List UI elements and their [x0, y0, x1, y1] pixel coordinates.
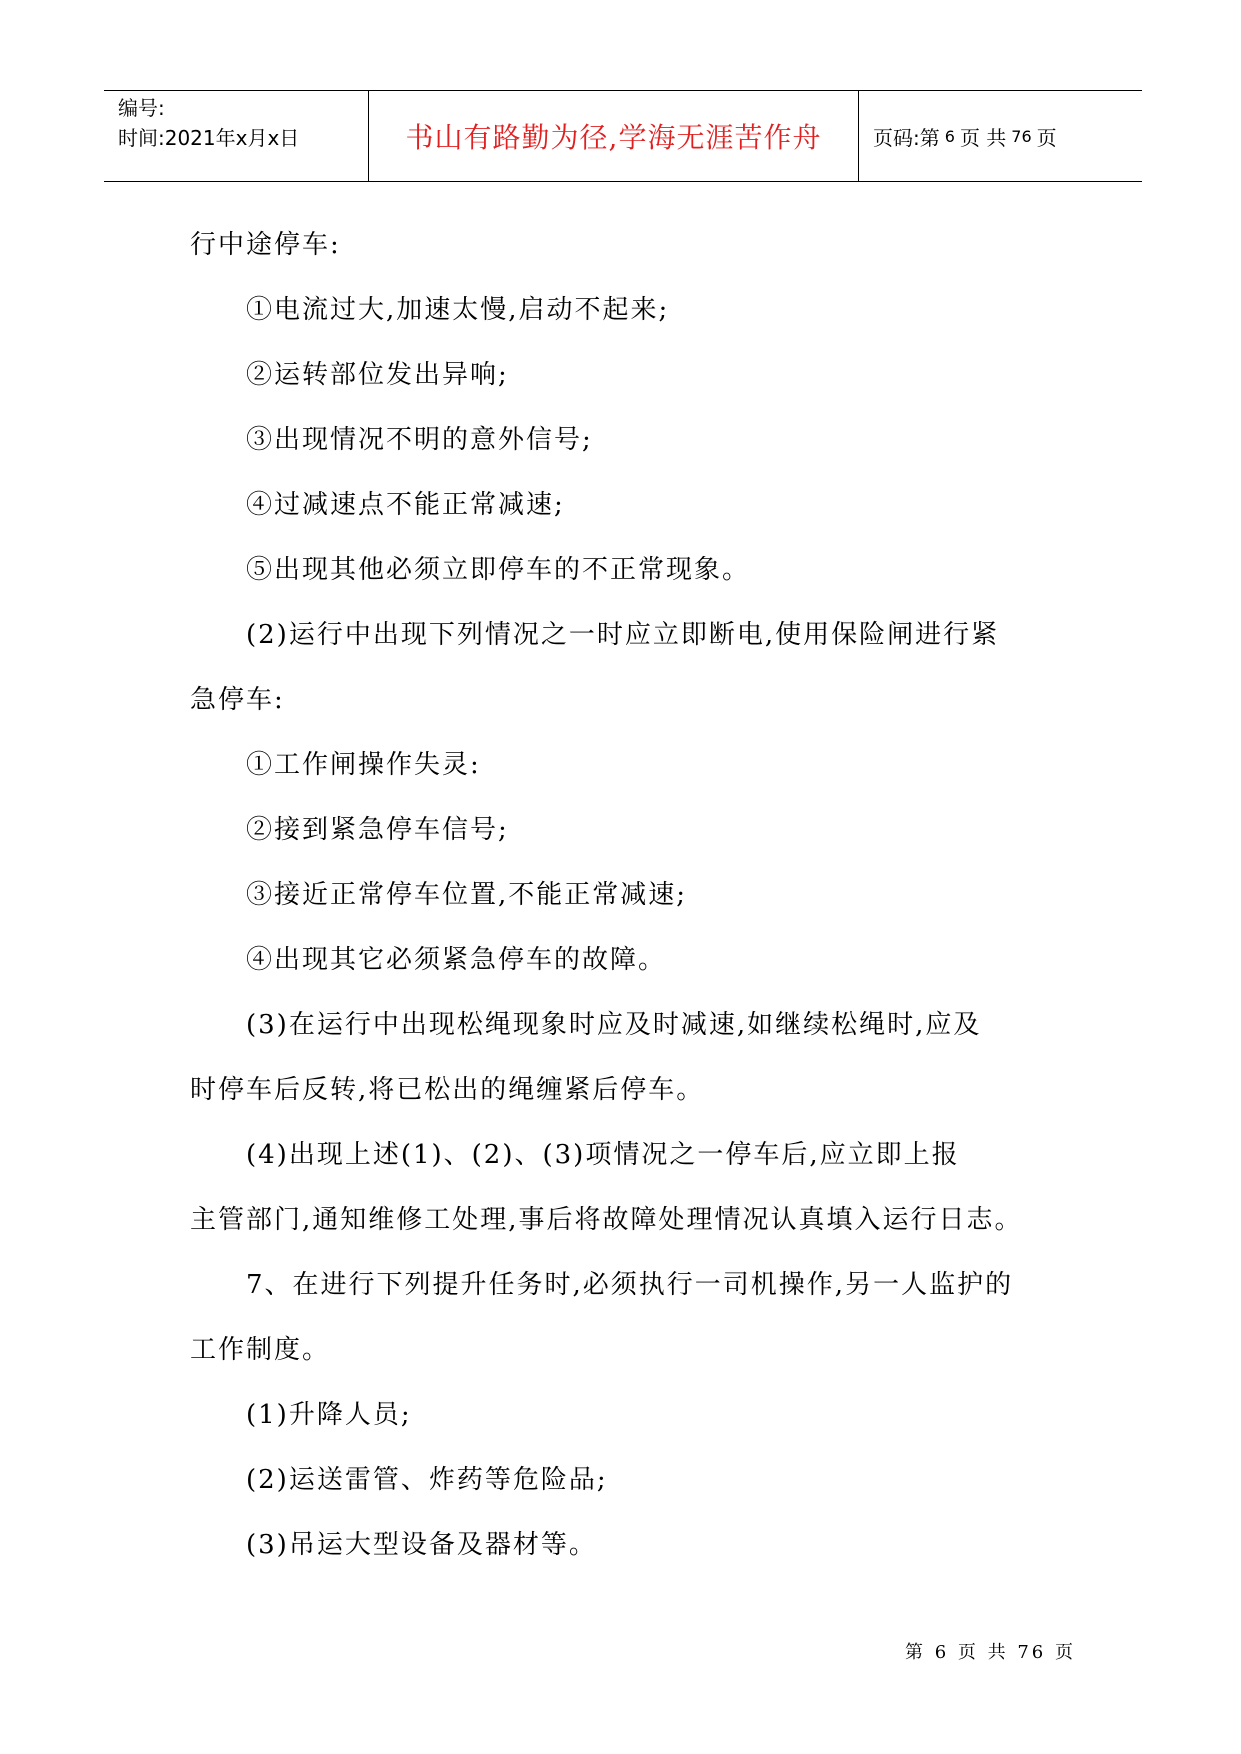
text-line: ②接到紧急停车信号;	[246, 815, 509, 845]
page-prefix: 页码:第	[873, 125, 940, 150]
document-number-label: 编号:	[118, 96, 165, 120]
header-meta	[104, 91, 369, 181]
document-time-label: 时间:2021年x月x日	[118, 126, 300, 150]
text-line: ②运转部位发出异响;	[246, 360, 509, 390]
text-line: ④过减速点不能正常减速;	[246, 490, 565, 520]
text-line: ①工作闸操作失灵:	[246, 750, 481, 780]
text-line: 行中途停车:	[190, 230, 341, 260]
text-line: 7、在进行下列提升任务时,必须执行一司机操作,另一人监护的	[246, 1270, 1014, 1300]
page-footer: 第 6 页 共 76 页	[905, 1642, 1076, 1663]
header-motto	[369, 91, 859, 181]
text-line: 急停车:	[190, 685, 285, 715]
text-line: (3)在运行中出现松绳现象时应及时减速,如继续松绳时,应及	[246, 1010, 982, 1040]
text-line: 主管部门,通知维修工处理,事后将故障处理情况认真填入运行日志。	[190, 1205, 1023, 1235]
text-line: 工作制度。	[190, 1335, 331, 1365]
text-line: (2)运送雷管、炸药等危险品;	[246, 1465, 608, 1495]
header-page-info	[859, 91, 1142, 181]
text-line: (1)升降人员;	[246, 1400, 412, 1430]
page-header	[104, 90, 1142, 182]
page-mid: 页 共	[959, 125, 1007, 150]
page-total: 76	[1011, 126, 1032, 146]
text-line: (4)出现上述(1)、(2)、(3)项情况之一停车后,应立即上报	[246, 1140, 960, 1170]
motto-text: 书山有路勤为径,学海无涯苦作舟	[405, 121, 822, 154]
text-line: (2)运行中出现下列情况之一时应立即断电,使用保险闸进行紧	[246, 620, 1000, 650]
text-line: ③出现情况不明的意外信号;	[246, 425, 593, 455]
page-suffix: 页	[1036, 125, 1057, 150]
text-line: ①电流过大,加速太慢,启动不起来;	[246, 295, 670, 325]
text-line: ③接近正常停车位置,不能正常减速;	[246, 880, 688, 910]
document-body	[190, 213, 1090, 1578]
text-line: ⑤出现其他必须立即停车的不正常现象。	[246, 555, 751, 585]
page-number: 6	[944, 126, 955, 146]
text-line: ④出现其它必须紧急停车的故障。	[246, 945, 667, 975]
text-line: (3)吊运大型设备及器材等。	[246, 1530, 597, 1560]
text-line: 时停车后反转,将已松出的绳缠紧后停车。	[190, 1075, 705, 1105]
